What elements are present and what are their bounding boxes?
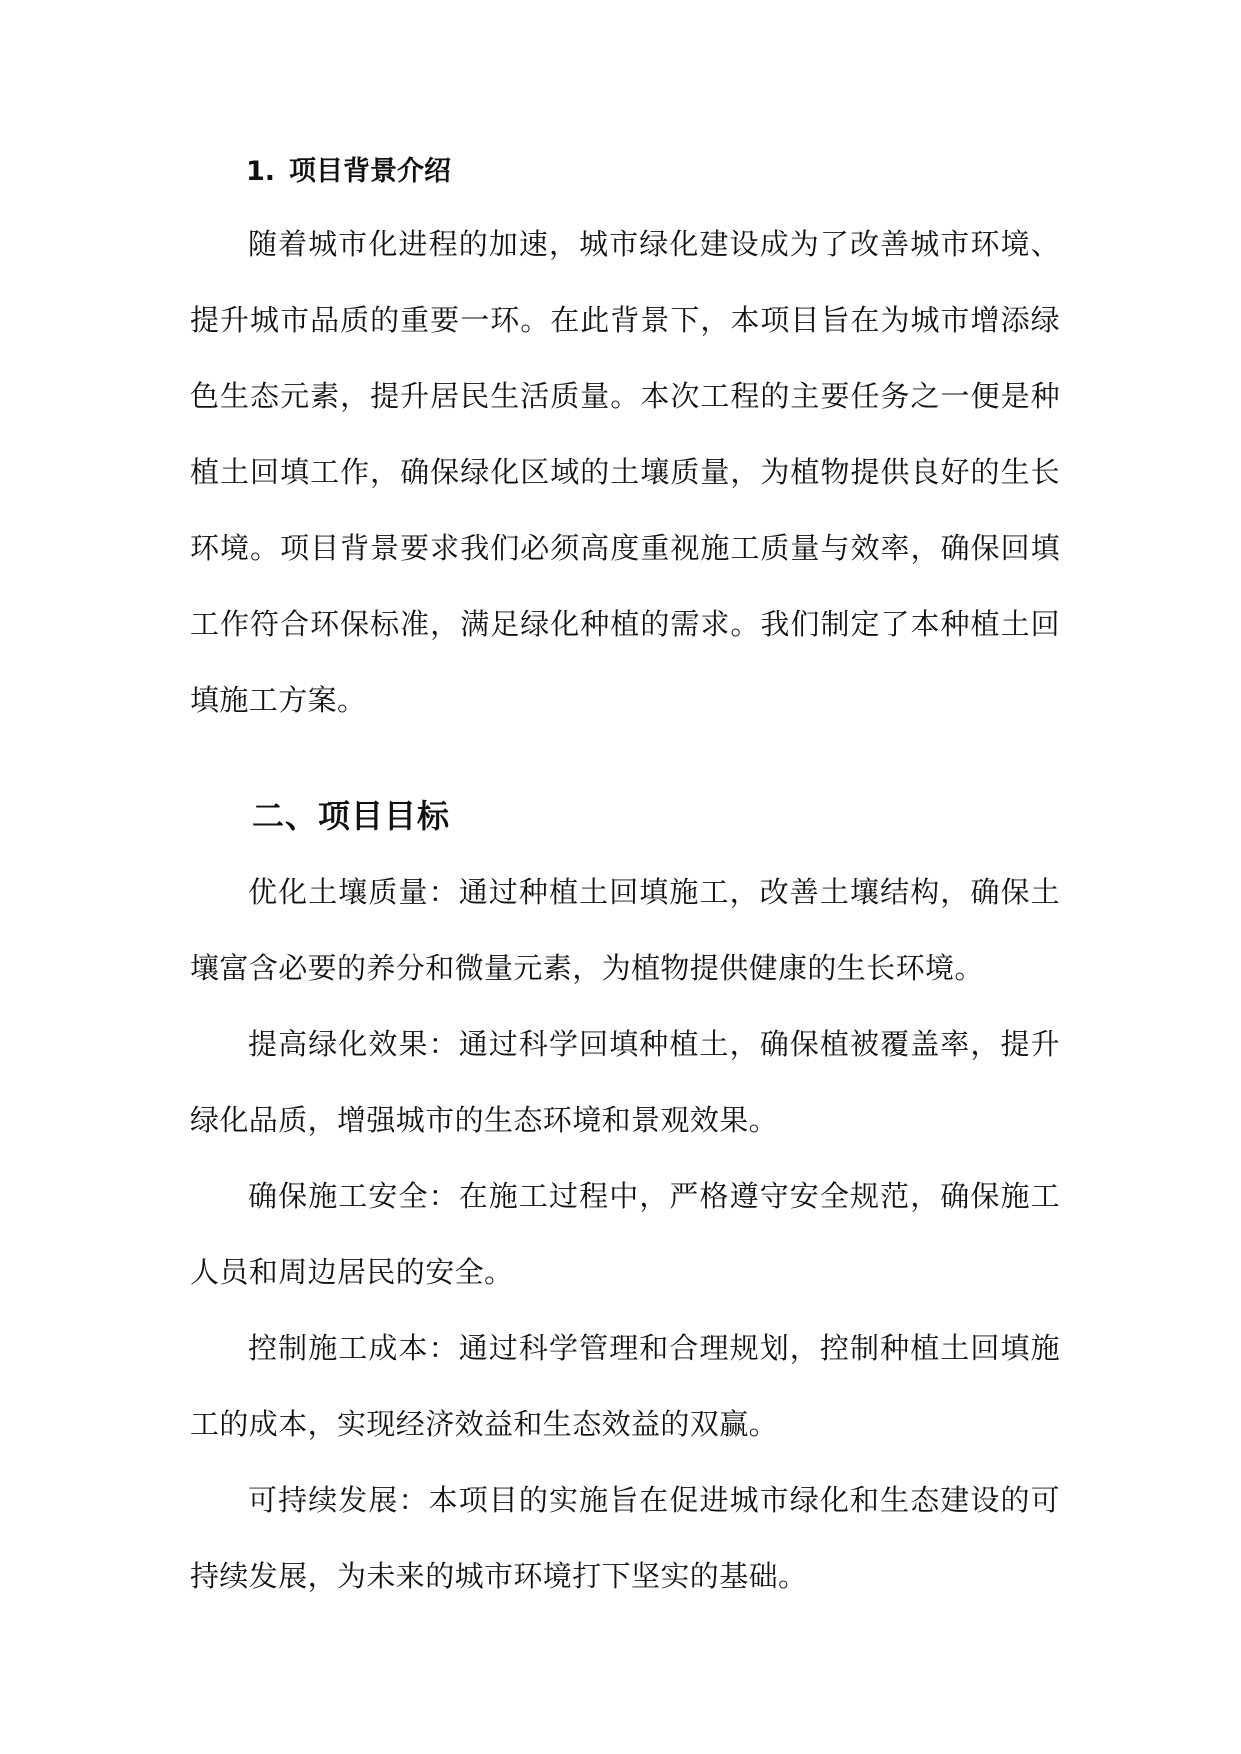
objective-paragraph-soil-quality: 优化土壤质量：通过种植土回填施工，改善土壤结构，确保土壤富含必要的养分和微量元素，为植物提供健康的生长环境。: [190, 875, 1060, 985]
objective-paragraph-cost-control: 控制施工成本：通过科学管理和合理规划，控制种植土回填施工的成本，实现经济效益和生态效益的双赢。: [190, 1331, 1060, 1441]
objective-paragraph-sustainability: 可持续发展：本项目的实施旨在促进城市绿化和生态建设的可持续发展，为未来的城市环境打下坚实的基础。: [190, 1483, 1060, 1593]
section-heading-background: [246, 140, 1060, 204]
section-heading-objectives: 二、项目目标: [252, 797, 451, 835]
objective-paragraph-safety: 确保施工安全：在施工过程中，严格遵守安全规范，确保施工人员和周边居民的安全。: [190, 1179, 1060, 1289]
document-body: [190, 140, 1060, 1614]
section-number: 1.: [246, 156, 276, 187]
section-title: 项目背景介绍: [289, 156, 452, 187]
background-paragraph: 随着城市化进程的加速，城市绿化建设成为了改善城市环境、提升城市品质的重要一环。在此背景下，本项目旨在为城市增添绿色生态元素，提升居民生活质量。本次工程的主要任务之一便是种植土回填工作，确保绿化区域的土壤质量，为植物提供良好的生长环境。项目背景要求我们必须高度重视施工质量与效率，确保回填工作符合环保标准，满足绿化种植的需求。我们制定了本种植土回填施工方案。: [190, 227, 1060, 717]
objective-paragraph-greening-effect: 提高绿化效果：通过科学回填种植土，确保植被覆盖率，提升绿化品质，增强城市的生态环境和景观效果。: [190, 1027, 1060, 1137]
